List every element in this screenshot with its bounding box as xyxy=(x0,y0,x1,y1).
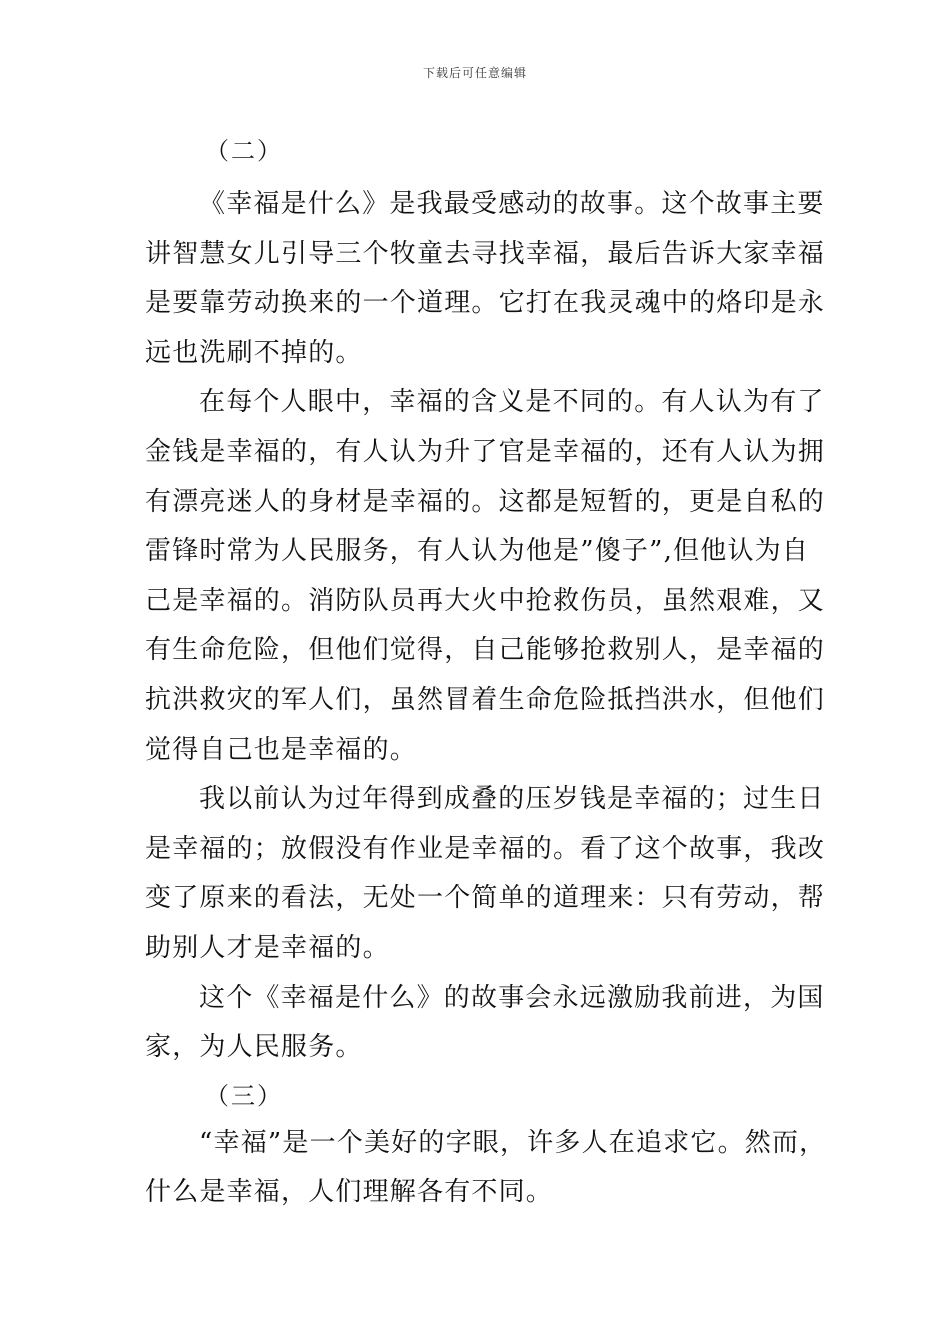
paragraph-line: 讲智慧女儿引导三个牧童去寻找幸福，最后告诉大家幸福 xyxy=(145,238,826,269)
paragraph-line: 是幸福的；放假没有作业是幸福的。看了这个故事，我改 xyxy=(145,833,826,864)
paragraph-line: 家，为人民服务。 xyxy=(145,1032,363,1063)
section-heading-2: （二） xyxy=(205,137,283,165)
paragraph-line: 远也洗刷不掉的。 xyxy=(145,337,363,368)
paragraph-line: 有漂亮迷人的身材是幸福的。这都是短暂的，更是自私的 xyxy=(145,486,826,517)
paragraph-line: 雷锋时常为人民服务，有人认为他是”傻子”,但他认为自 xyxy=(145,536,810,567)
paragraph-line: 我以前认为过年得到成叠的压岁钱是幸福的；过生日 xyxy=(199,784,825,815)
paragraph-line: 是要靠劳动换来的一个道理。它打在我灵魂中的烙印是永 xyxy=(145,288,826,319)
paragraph-line: “幸福”是一个美好的字眼，许多人在追求它。然而， xyxy=(199,1127,827,1158)
paragraph-line: 《幸福是什么》是我最受感动的故事。这个故事主要 xyxy=(199,189,825,219)
paragraph-line: 这个《幸福是什么》的故事会永远激励我前进，为国 xyxy=(199,982,825,1013)
paragraph-line: 觉得自己也是幸福的。 xyxy=(145,734,418,765)
paragraph-line: 变了原来的看法，无处一个简单的道理来：只有劳动，帮 xyxy=(145,883,826,914)
paragraph-line: 在每个人眼中，幸福的含义是不同的。有人认为有了 xyxy=(199,387,825,418)
document-body xyxy=(145,128,825,1218)
paragraph-line: 抗洪救灾的军人们，虽然冒着生命危险抵挡洪水，但他们 xyxy=(145,684,826,715)
section-heading-3: （三） xyxy=(205,1081,283,1110)
paragraph-line: 有生命危险，但他们觉得，自己能够抢救别人，是幸福的 xyxy=(145,635,826,666)
paragraph-line: 助别人才是幸福的。 xyxy=(145,932,390,963)
paragraph-line: 什么是幸福，人们理解各有不同。 xyxy=(145,1177,554,1208)
paragraph-line: 金钱是幸福的，有人认为升了官是幸福的，还有人认为拥 xyxy=(145,436,826,467)
paragraph-line: 己是幸福的。消防队员再大火中抢救伤员，虽然艰难，又 xyxy=(145,585,826,616)
page-header-note: 下载后可任意编辑 xyxy=(422,66,527,80)
